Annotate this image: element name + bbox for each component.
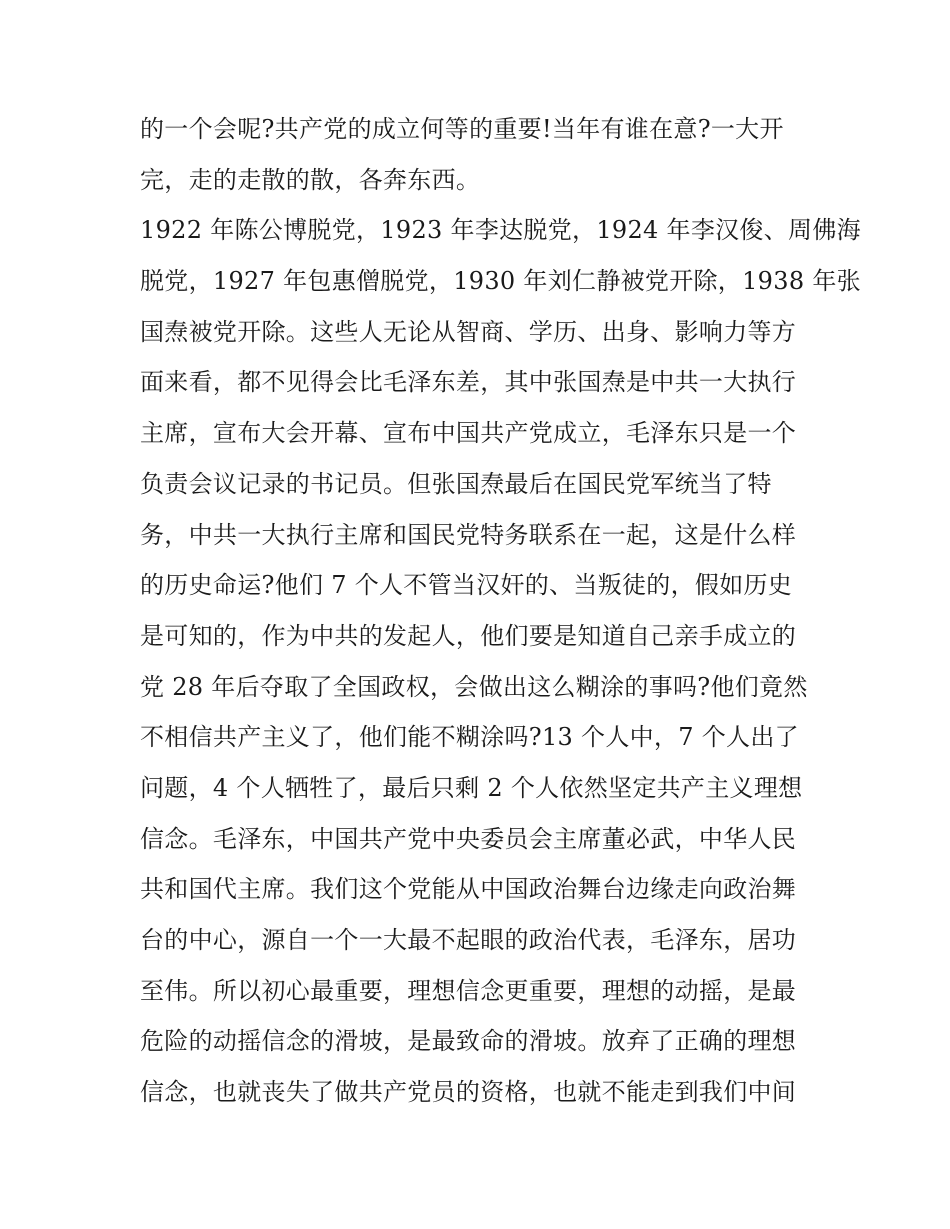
text-line: 完，走的走散的散，各奔东西。 (140, 165, 481, 194)
text-line: 共和国代主席。我们这个党能从中国政治舞台边缘走向政治舞 (140, 875, 797, 904)
text-line: 1922 年陈公博脱党，1923 年李达脱党，1924 年李汉俊、周佛海 (140, 216, 861, 245)
body-text (140, 104, 861, 1118)
text-line: 是可知的，作为中共的发起人，他们要是知道自己亲手成立的 (140, 621, 797, 650)
text-line: 主席，宣布大会开幕、宣布中国共产党成立，毛泽东只是一个 (140, 419, 797, 448)
text-line: 党 28 年后夺取了全国政权，会做出这么糊涂的事吗?他们竟然 (140, 672, 808, 701)
text-line: 脱党，1927 年包惠僧脱党，1930 年刘仁静被党开除，1938 年张 (140, 267, 861, 296)
text-line: 的历史命运?他们 7 个人不管当汉奸的、当叛徒的，假如历史 (140, 571, 793, 600)
text-line: 务，中共一大执行主席和国民党特务联系在一起，这是什么样 (140, 520, 797, 549)
text-line: 面来看，都不见得会比毛泽东差，其中张国焘是中共一大执行 (140, 368, 797, 397)
text-line: 的一个会呢?共产党的成立何等的重要!当年有谁在意?一大开 (140, 115, 784, 143)
text-line: 危险的动摇信念的滑坡，是最致命的滑坡。放弃了正确的理想 (140, 1027, 797, 1056)
text-line: 负责会议记录的书记员。但张国焘最后在国民党军统当了特 (140, 469, 772, 498)
text-line: 台的中心，源自一个一大最不起眼的政治代表，毛泽东，居功 (140, 926, 797, 954)
text-line: 至伟。所以初心最重要，理想信念更重要，理想的动摇，是最 (140, 976, 797, 1005)
text-line: 国焘被党开除。这些人无论从智商、学历、出身、影响力等方 (140, 317, 797, 346)
text-line: 信念，也就丧失了做共产党员的资格，也就不能走到我们中间 (140, 1078, 797, 1107)
text-line: 信念。毛泽东，中国共产党中央委员会主席董必武，中华人民 (140, 824, 797, 853)
text-line: 问题，4 个人牺牲了，最后只剩 2 个人依然坚定共产主义理想 (140, 773, 803, 802)
text-line: 不相信共产主义了，他们能不糊涂吗?13 个人中，7 个人出了 (140, 723, 799, 752)
